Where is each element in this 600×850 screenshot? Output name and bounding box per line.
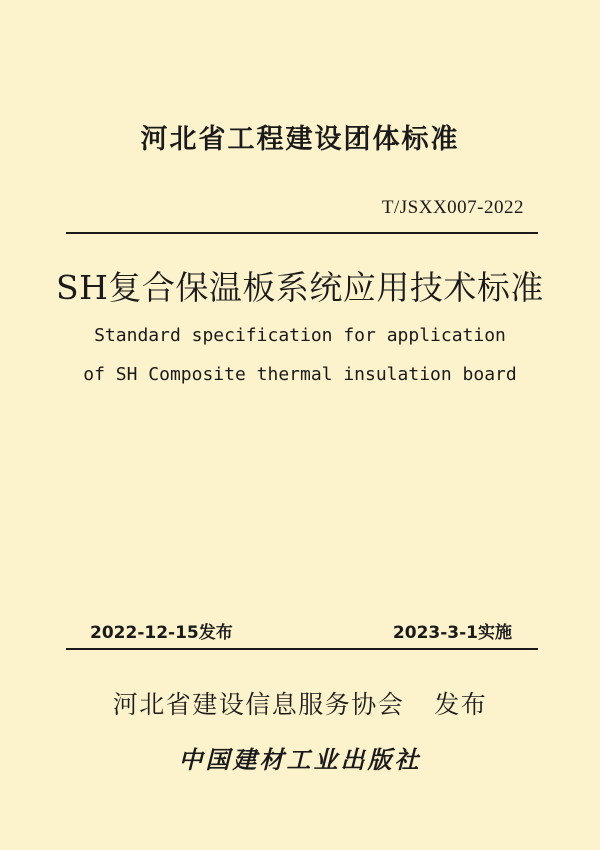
title-chinese: SH复合保温板系统应用技术标准 [56,268,544,307]
issue-date: 2022-12-15发布 [90,623,233,643]
standard-code: T/JSXX007-2022 [381,197,524,218]
standard-series: 河北省工程建设团体标准 [140,124,460,155]
top-divider [66,232,538,234]
publisher-name: 河北省建设信息服务协会 [112,690,405,719]
press-logo: 中国建材工业出版社 [178,745,422,774]
publisher-line [0,685,600,721]
publisher-action: 发布 [434,690,488,719]
title-english-line-2: of SH Composite thermal insulation board [83,364,517,385]
bottom-divider [66,648,538,650]
implementation-date: 2023-3-1实施 [392,623,512,643]
title-english-line-1: Standard specification for application [94,325,506,346]
